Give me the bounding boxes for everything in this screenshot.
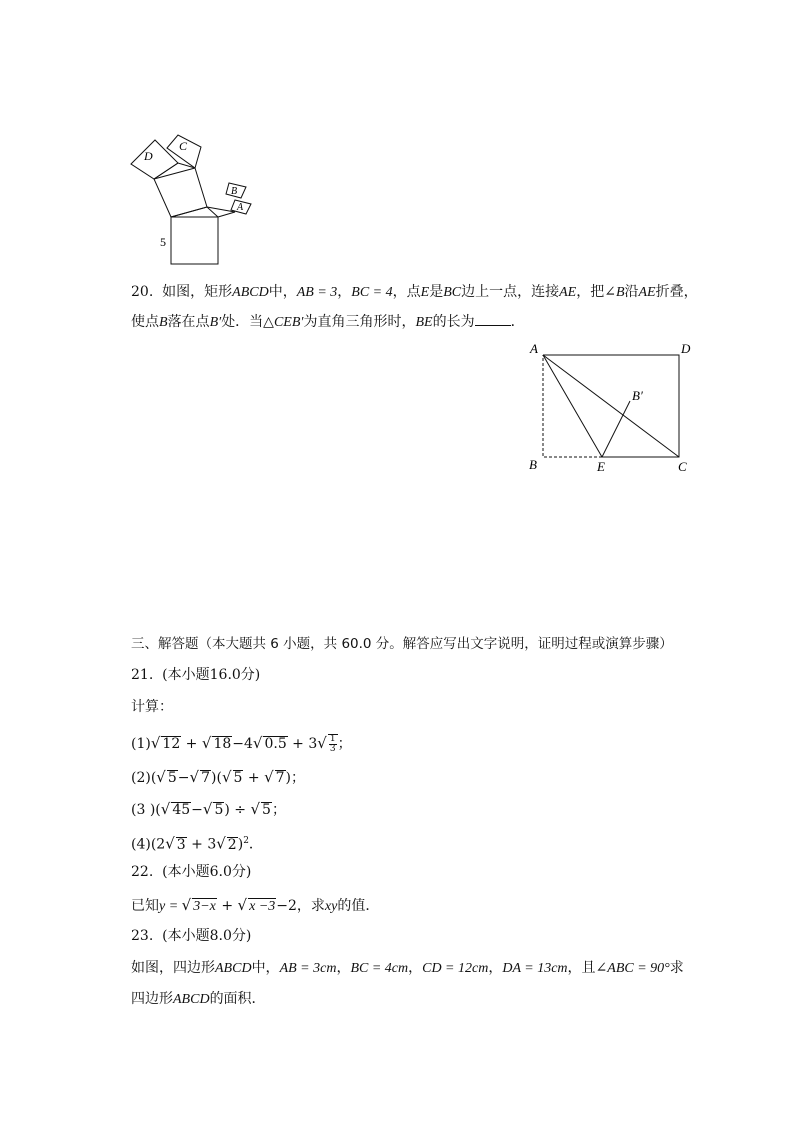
q21-intro: 计算： xyxy=(131,699,173,715)
label-a: A xyxy=(530,341,538,356)
q21-part4: (4)(2√ 3 + 3√ 2)$^2$． xyxy=(131,834,263,853)
q22-header xyxy=(131,862,251,882)
label-e: E xyxy=(597,459,605,474)
q21-number: 21. xyxy=(131,667,154,683)
segment-ae xyxy=(543,355,602,457)
q23-number: 23. xyxy=(131,928,154,944)
label-d: D xyxy=(681,341,691,356)
q20-line2: 使点B落在点B′处．当△CEB′为直角三角形时，BE的长为 ． xyxy=(131,311,525,333)
q21-part1: (1)√ 12 + √ 18−4√ 0.5 + 3√ $\frac{1}{3}$ ； xyxy=(131,733,352,754)
label-c: C xyxy=(179,139,188,153)
q22-body: 已知y = √ 3−x + √ x −3−2，求xy的值． xyxy=(131,896,380,914)
label-d: D xyxy=(144,149,153,163)
q22-score: (本小题6.0分) xyxy=(162,864,252,880)
square-d xyxy=(131,140,178,179)
answer-blank[interactable] xyxy=(475,311,511,326)
q21-header xyxy=(131,665,260,685)
pythagorean-squares-figure xyxy=(125,128,260,270)
q23-score: (本小题8.0分) xyxy=(162,928,252,944)
rectangle-fold-figure xyxy=(522,338,702,476)
label-b: B xyxy=(231,186,238,197)
q20-number: 20. xyxy=(131,284,154,300)
lower-triangle xyxy=(171,207,218,217)
q21-part3: (3 )(√ 45−√ 5) ÷ √ 5； xyxy=(131,800,286,818)
label-b: B xyxy=(529,457,537,472)
q23-line1: 如图，四边形ABCD中，AB = 3cm，BC = 4cm，CD = 12cm，DA = 13cm，且∠ABC = 90°求 xyxy=(131,960,684,976)
label-a: A xyxy=(237,202,244,213)
q21-score: (本小题16.0分) xyxy=(162,667,261,683)
q23-header xyxy=(131,926,251,946)
label-c: C xyxy=(678,459,687,474)
section-heading: 三、解答题（本大题共 6 小题，共 60.0 分。解答应写出文字说明，证明过程或演算步骤） xyxy=(131,636,673,652)
diagonal-ac xyxy=(543,355,679,457)
q22-number: 22. xyxy=(131,864,154,880)
q23-line2: 四边形ABCD的面积． xyxy=(131,991,266,1007)
square-5 xyxy=(171,217,218,264)
small-triangle xyxy=(207,207,235,217)
q20-line1: 20. 如图，矩形ABCD中，AB = 3，BC = 4，点E是BC边上一点，连接AE，把∠B沿AE折叠， xyxy=(131,284,698,300)
label-b-prime: B′ xyxy=(632,388,643,403)
label-side-5: 5 xyxy=(160,235,166,249)
upper-triangle xyxy=(154,163,195,179)
fraction-one-third: $\frac{1}{3}$ xyxy=(329,733,336,754)
q21-part2: (2)(√ 5−√ 7)(√ 5 + √ 7)； xyxy=(131,768,306,786)
